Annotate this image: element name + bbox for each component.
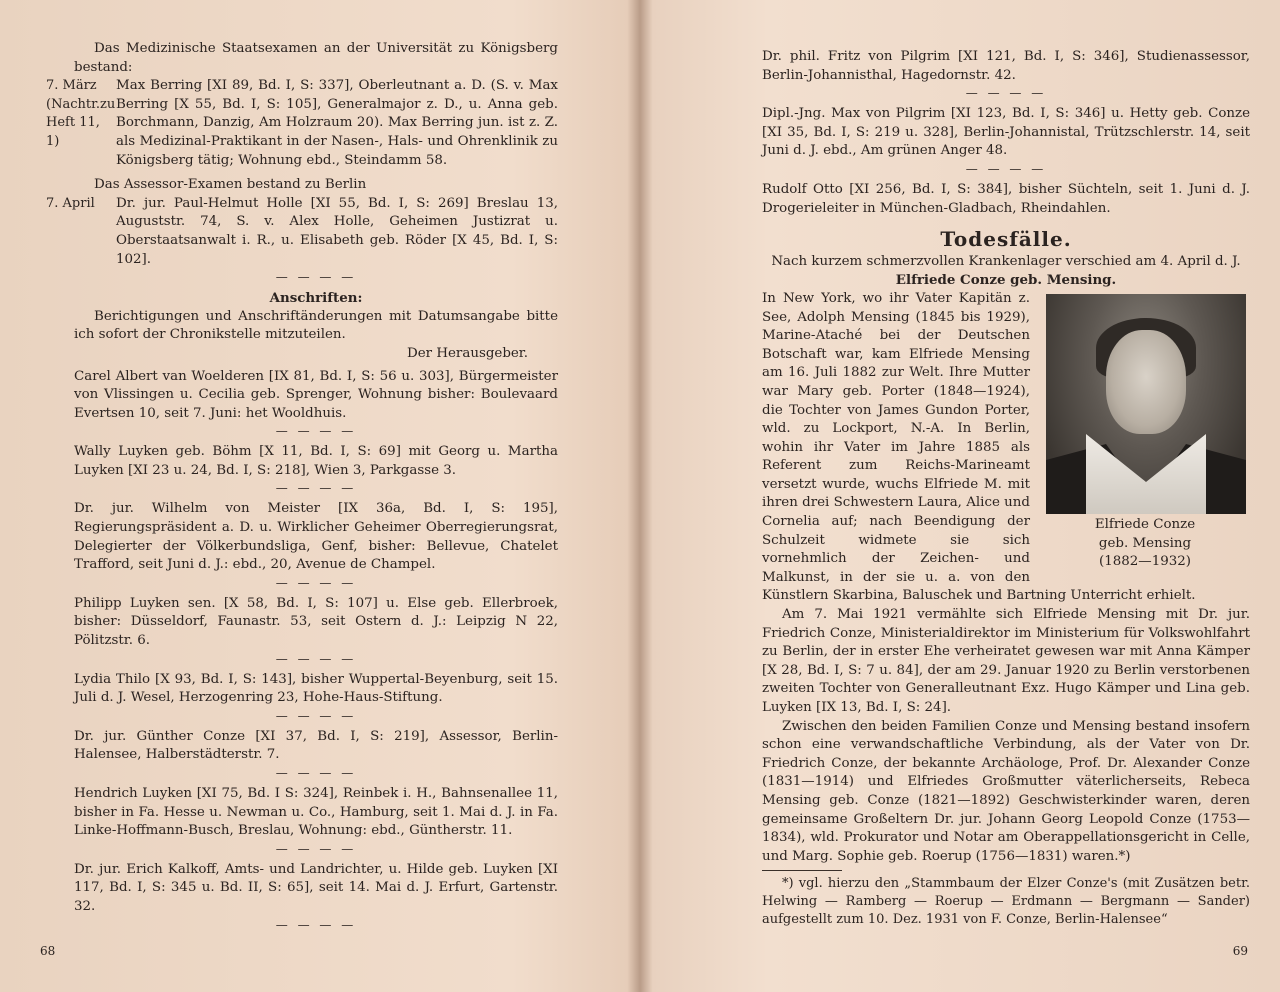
divider: — — — — [275, 841, 357, 856]
page-number: 69 [1232, 944, 1248, 958]
divider: — — — — [275, 575, 357, 590]
divider: — — — — [275, 766, 357, 780]
divider: — — — — [275, 917, 357, 932]
address-entry: Wally Luyken geb. Böhm [X 11, Bd. I, S: 69] mit Georg u. Martha Luyken [XI 23 u. 24, Bd. I, S: 218], Wien 3, Parkgasse 3. [74, 444, 558, 478]
exam-entry [46, 77, 558, 170]
assessor-exam-intro: Das Assessor-Examen bestand zu Berlin [94, 177, 367, 193]
address-entry: Dr. jur. Günther Conze [XI 37, Bd. I, S: 219], Assessor, Berlin-Halensee, Halberstädterstr. 7. [74, 728, 558, 763]
address-entry: Carel Albert van Woelderen [IX 81, Bd. I, S: 56 u. 303], Bürgermeister von Vlissingen u. Cecilia geb. Sprenger, Wohnung bisher: Boulevaard Evertsen 10, seit 7. Juni: het Wooldhuis. [74, 368, 558, 421]
address-entry: Lydia Thilo [X 93, Bd. I, S: 143], bisher Wuppertal-Beyenburg, seit 15. Juli d. J. Wesel, Herzogenring 23, Hohe-Haus-Stiftung. [74, 671, 558, 706]
portrait-caption [1040, 516, 1250, 572]
divider: — — — — [275, 481, 357, 496]
caption-line: Elfriede Conze [1094, 516, 1196, 532]
portrait-figure [1040, 294, 1250, 572]
footnote: *) vgl. hierzu den „Stammbaum der Elzer Conze's (mit Zusätzen betr. Helwing — Ramberg — Roerup — Erdmann — Bergmann — Sander) aufgestellt zum 10. Dez. 1931 von F. Conze, Berlin-Halensee“ [762, 876, 1250, 928]
deaths-heading: Todesfälle. [940, 227, 1072, 252]
address-entry: Dr. jur. Erich Kalkoff, Amts- und Landrichter, u. Hilde geb. Luyken [XI 117, Bd. I, S: 345 u. Bd. II, S: 65], seit 14. Mai d. J. Erfurt, Gartenstr. 32. [74, 861, 558, 914]
entry-date: 7. März (Nachtr.zu Heft 11, 1) [46, 78, 116, 149]
addresses-heading: Anschriften: [269, 290, 363, 307]
addresses-note: Berichtigungen und Anschriftänderungen mit Datumsangabe bitte ich sofort der Chronikstelle mitzuteilen. [74, 308, 558, 343]
exam-entry [46, 195, 558, 269]
divider: — — — — [965, 86, 1047, 101]
caption-line: (1882—1932) [1099, 554, 1191, 570]
caption-line: geb. Mensing [1098, 535, 1192, 551]
address-entry: Dr. phil. Fritz von Pilgrim [XI 121, Bd. I, S: 346], Studienassessor, Berlin-Johannisthal, Hagedornstr. 42. [762, 49, 1250, 83]
biography-paragraph: Zwischen den beiden Familien Conze und Mensing bestand insofern schon eine verwandschaftliche Verbindung, als der Vater von Dr. Friedrich Conze, der bekannte Archäologe, Prof. Dr. Alexander Conze (1831—1914) und Elfriedes Großmutter väterlicherseits, Rebeca Mensing geb. Conze (1821—1892) Geschwisterkinder waren, deren gemeinsame Großeltern Dr. jur. Johann Georg Leopold Conze (1753—1834), wld. Prokurator und Notar am Oberappellationsgericht in Celle, und Marg. Sophie geb. Roerup (1756—1831) waren.*) [762, 718, 1250, 864]
address-entry: Rudolf Otto [XI 256, Bd. I, S: 384], bisher Süchteln, seit 1. Juni d. J. Drogerieleiter in München-Gladbach, Rheindahlen. [762, 181, 1250, 216]
death-name: Elfriede Conze geb. Mensing. [895, 272, 1117, 289]
footnote-rule [762, 870, 842, 871]
divider: — — — — [275, 424, 357, 439]
divider: — — — — [275, 708, 357, 723]
address-entry: Hendrich Luyken [XI 75, Bd. I S: 324], Reinbek i. H., Bahnsenallee 11, bisher in Fa. Hesse u. Newman u. Co., Hamburg, seit 1. Mai d. J. in Fa. Linke-Hoffmann-Busch, Breslau, Wohnung: ebd., Güntherstr. 11. [74, 786, 558, 839]
divider: — — — — [275, 270, 357, 285]
address-entry: Philipp Luyken sen. [X 58, Bd. I, S: 107] u. Else geb. Ellerbroek, bisher: Düsseldorf, Faunastr. 53, seit Ostern d. J.: Leipzig N 22, Pölitzstr. 6. [74, 595, 558, 649]
address-entry: Dipl.-Jng. Max von Pilgrim [XI 123, Bd. I, S: 346] u. Hetty geb. Conze [XI 35, Bd. I, S: 219 u. 328], Berlin-Johannistal, Trützschlerstr. 14, seit Juni d. J. ebd., Am grünen Anger 48. [762, 106, 1250, 159]
page-number: 68 [40, 944, 56, 958]
med-exam-intro: Das Medizinische Staatsexamen an der Universität zu Königsberg bestand: [74, 41, 558, 75]
entry-text: Dr. jur. Paul-Helmut Holle [XI 55, Bd. I, S: 269] Breslau 13, Auguststr. 74, S. v. Alex Holle, Geheimen Justizrat u. Oberstaatsanwalt i. R., u. Elisabeth geb. Röder [X 45, Bd. I, S: 102]. [116, 195, 558, 267]
entry-date: 7. April [46, 195, 95, 211]
address-entry: Dr. jur. Wilhelm von Meister [IX 36a, Bd. I, S: 195], Regierungspräsident a. D. u. Wirklicher Geheimer Oberregierungsrat, Delegierter der Völkerbundsliga, Genf, bisher: Bellevue, Chatelet Trafford, seit Juni d. J.: ebd., 20, Avenue de Champel. [74, 501, 558, 573]
biography-paragraph: Am 7. Mai 1921 vermählte sich Elfriede Mensing mit Dr. jur. Friedrich Conze, Ministerialdirektor im Ministerium für Volkswohlfahrt zu Berlin, der in erster Ehe verheiratet gewesen war mit Anna Kämper [X 28, Bd. I, S: 7 u. 84], der am 29. Januar 1920 zu Berlin verstorbenen zweiten Tochter von Generalleutnant Exz. Hugo Kämper und Lina geb. Luyken [IX 13, Bd. I, S: 24]. [762, 607, 1250, 715]
death-intro: Nach kurzem schmerzvollen Krankenlager verschied am 4. April d. J. [771, 253, 1241, 269]
portrait-photo [1046, 294, 1246, 514]
entry-text: Max Berring [XI 89, Bd. I, S: 337], Oberleutnant a. D. (S. v. Max Berring [X 55, Bd. I, S: 105], Generalmajor z. D., u. Anna geb. Borchmann, Danzig, Am Holzraum 20). Max Berring jun. ist z. Z. als Medizinal-Praktikant in der Nasen-, Hals- und Ohrenklinik zu Königsberg tätig; Wohnung ebd., Steindamm 58. [116, 78, 558, 168]
publisher-signature: Der Herausgeber. [407, 345, 528, 361]
divider: — — — — [275, 651, 357, 666]
right-column [762, 48, 1250, 929]
left-column [46, 40, 558, 937]
biography-paragraph: In New York, wo ihr Vater Kapitän z. See, Adolph Mensing (1845 bis 1929), Marine-Ataché bei der Deutschen Botschaft war, kam Elfriede Mensing am 16. Juli 1882 zur Welt. Ihre Mutter war Mary geb. Porter (1848—1924), die Tochter von James Gundon Porter, wld. zu Lockport, N.-A. In Berlin, wohin ihr Vater im Jahre 1885 als Referent zum Reichs-Marineamt versetzt wurde, wuchs Elfriede M. mit ihren drei Schwestern Laura, Alice und Cornelia auf; nach Beendigung der Schulzeit widmete sie sich vornehmlich der Zeichen- und Malkunst, in der sie u. a. von den Künstlern Skarbina, Baluschek und Bartning Unterricht erhielt. [762, 290, 1196, 604]
divider: — — — — [965, 161, 1047, 176]
